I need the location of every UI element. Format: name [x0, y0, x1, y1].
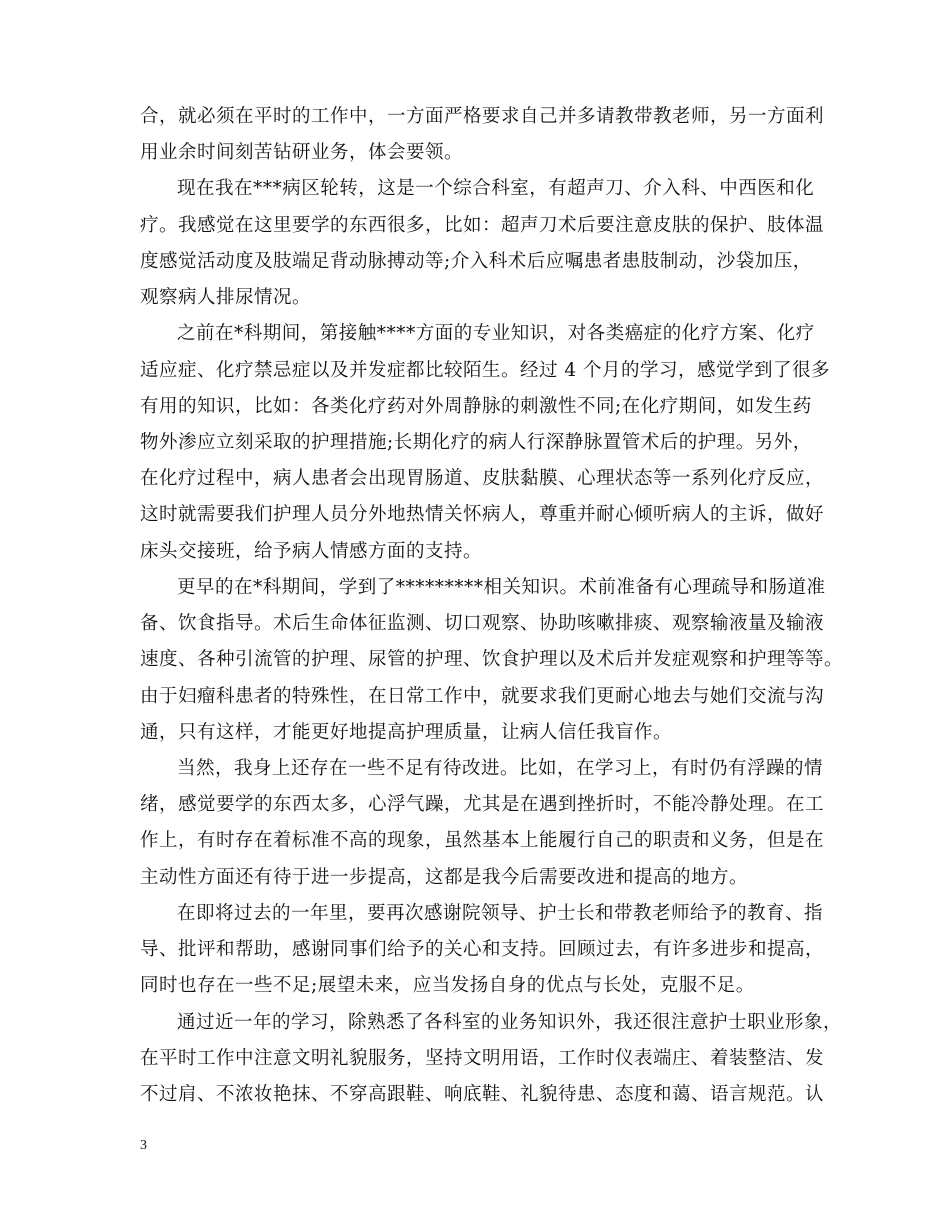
text-line: 合，就必须在平时的工作中，一方面严格要求自己并多请教带教老师，另一方面利 — [140, 106, 825, 127]
page-number: 3 — [140, 1138, 147, 1153]
text-line: 作上，有时存在着标准不高的现象，虽然基本上能履行自己的职责和义务，但是在 — [140, 830, 825, 852]
text-line: 速度、各种引流管的护理、尿管的护理、饮食护理以及术后并发症观察和护理等等。 — [140, 649, 844, 671]
text-line: 备、饮食指导。术后生命体征监测、切口观察、协助咳嗽排痰、观察输液量及输液 — [140, 613, 825, 635]
paragraph-first-line: 通过近一年的学习，除熟悉了各科室的业务知识外，我还很注意护士职业形象， — [177, 1011, 843, 1033]
text-line: 通，只有这样，才能更好地提高护理质量，让病人信任我盲作。 — [140, 721, 673, 743]
text-line: 同时也存在一些不足;展望未来，应当发扬自身的优点与长处，克服不足。 — [140, 975, 755, 997]
text-line: 在平时工作中注意文明礼貌服务，坚持文明用语，工作时仪表端庄、着装整洁、发 — [140, 1047, 825, 1069]
text-line: 疗。我感觉在这里要学的东西很多，比如：超声刀术后要注意皮肤的保护、肢体温 — [140, 214, 825, 236]
text-line: 用业余时间刻苦钻研业务，体会要领。 — [140, 142, 464, 164]
text-line: 有用的知识，比如：各类化疗药对外周静脉的刺激性不同;在化疗期间，如发生药 — [140, 395, 812, 417]
paragraph-first-line: 更早的在*科期间，学到了*********相关知识。术前准备有心理疏导和肠道准 — [177, 576, 826, 598]
text-line: 物外渗应立刻采取的护理措施;长期化疗的病人行深静脉置管术后的护理。另外， — [140, 432, 812, 453]
text-line: 不过肩、不浓妆艳抹、不穿高跟鞋、响底鞋、礼貌待患、态度和蔼、语言规范。认 — [140, 1084, 825, 1105]
paragraph-first-line: 之前在*科期间，第接触****方面的专业知识，对各类癌症的化疗方案、化疗 — [177, 323, 815, 345]
text-line: 导、批评和帮助，感谢同事们给予的关心和支持。回顾过去，有许多进步和提高， — [140, 939, 825, 961]
text-line: 度感觉活动度及肢端足背动脉搏动等;介入科术后应嘱患者患肢制动，沙袋加压， — [140, 250, 812, 272]
text-line: 在化疗过程中，病人患者会出现胃肠道、皮肤黏膜、心理状态等一系列化疗反应， — [140, 468, 825, 490]
text-line: 床头交接班，给予病人情感方面的支持。 — [140, 540, 483, 562]
text-line: 由于妇瘤科患者的特殊性，在日常工作中，就要求我们更耐心地去与她们交流与沟 — [140, 685, 825, 707]
text-line: 主动性方面还有待于进一步提高，这都是我今后需要改进和提高的地方。 — [140, 866, 749, 888]
text-line: 绪，感觉要学的东西太多，心浮气躁，尤其是在遇到挫折时，不能冷静处理。在工 — [140, 794, 825, 816]
paragraph-first-line: 在即将过去的一年里，要再次感谢院领导、护士长和带教老师给予的教育、指 — [177, 902, 824, 924]
paragraph-first-line: 现在我在***病区轮转，这是一个综合科室，有超声刀、介入科、中西医和化 — [177, 178, 815, 200]
paragraph-first-line: 当然，我身上还存在一些不足有待改进。比如，在学习上，有时仍有浮躁的情 — [177, 758, 824, 779]
text-line: 这时就需要我们护理人员分外地热情关怀病人，尊重并耐心倾听病人的主诉，做好 — [140, 504, 825, 526]
text-line: 观察病人排尿情况。 — [140, 287, 312, 309]
text-line: 适应症、化疗禁忌症以及并发症都比较陌生。经过 4 个月的学习，感觉学到了很多 — [140, 359, 831, 381]
